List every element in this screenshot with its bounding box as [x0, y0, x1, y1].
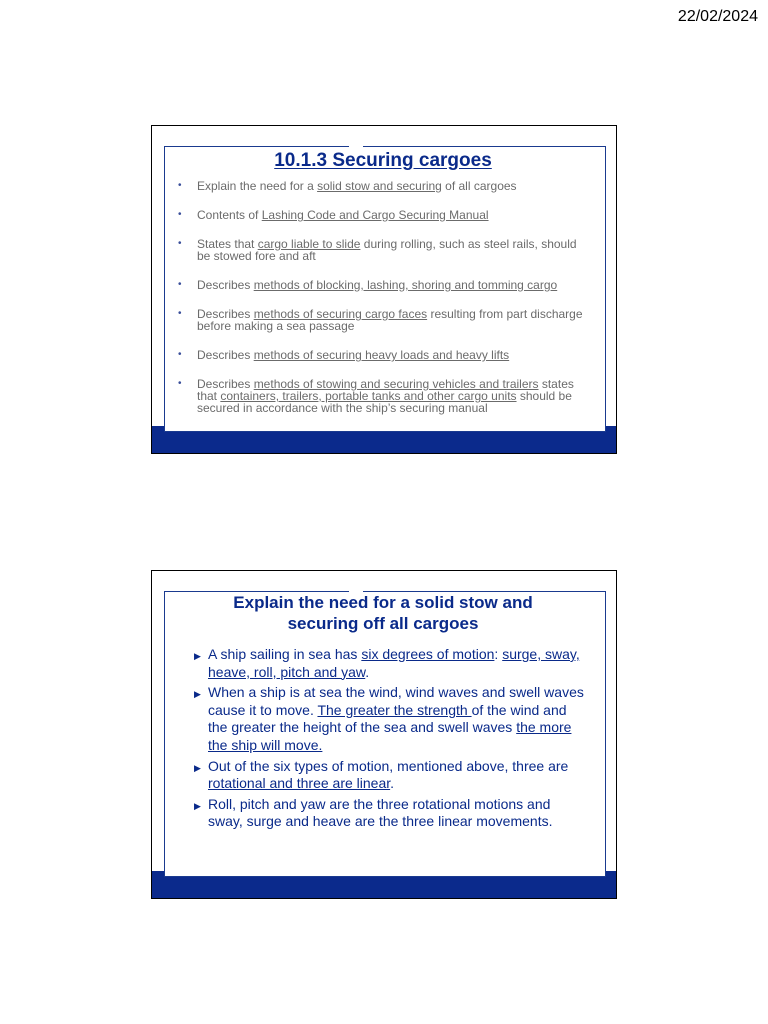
underlined-phrase: cargo liable to slide	[257, 237, 361, 251]
list-item: • Describes methods of blocking, lashing, shoring and tomming cargo	[178, 279, 588, 291]
underlined-phrase: methods of securing heavy loads and heavy lifts	[253, 348, 510, 362]
list-item: ▶ When a ship is at sea the wind, wind waves and swell waves cause it to move. The greater the strength of the wind and the greater the height of the sea and swell waves the more the ship will move.	[194, 684, 584, 754]
slide-2-title-line-2: securing off all cargoes	[287, 614, 479, 633]
list-item: • Describes methods of securing cargo faces resulting from part discharge before making a sea passage	[178, 308, 588, 332]
slide-2-bullet-list	[194, 646, 584, 834]
list-item: ▶ A ship sailing in sea has six degrees of motion: surge, sway, heave, roll, pitch and yaw.	[194, 646, 584, 681]
underlined-phrase: methods of securing cargo faces	[253, 307, 428, 321]
page-date: 22/02/2024	[677, 8, 758, 25]
underlined-phrase: methods of stowing and securing vehicles and trailers	[253, 377, 539, 391]
list-item: • Explain the need for a solid stow and securing of all cargoes	[178, 180, 588, 192]
underlined-phrase: rotational and three are linear	[208, 775, 391, 792]
underlined-phrase: six degrees of motion	[361, 646, 495, 662]
list-item: • Contents of Lashing Code and Cargo Securing Manual	[178, 209, 588, 221]
list-item: ▶ Out of the six types of motion, mentioned above, three are rotational and three are linear.	[194, 758, 584, 793]
slide-2-title	[151, 592, 615, 634]
underlined-phrase: surge, sway, heave, roll, pitch and yaw	[208, 646, 580, 680]
list-item: • States that cargo liable to slide during rolling, such as steel rails, should be stowed fore and aft	[178, 238, 588, 262]
slide-1-bullet-list	[178, 180, 588, 431]
list-item: • Describes methods of securing heavy loads and heavy lifts	[178, 349, 588, 361]
underlined-phrase: methods of blocking, lashing, shoring and tomming cargo	[253, 278, 558, 292]
underlined-phrase: solid stow and securing	[317, 179, 442, 193]
underlined-phrase: Lashing Code and Cargo Securing Manual	[261, 208, 489, 222]
slide-2-title-line-1: Explain the need for a solid stow and	[233, 593, 533, 612]
underlined-phrase: containers, trailers, portable tanks and other cargo units	[220, 389, 517, 403]
list-item: ▶ Roll, pitch and yaw are the three rotational motions and sway, surge and heave are the three linear movements.	[194, 796, 584, 831]
underlined-phrase: The greater the strength	[317, 701, 472, 718]
underlined-phrase: the more the ship will move.	[208, 719, 572, 753]
frame-gap	[349, 143, 363, 149]
list-item: • Describes methods of stowing and securing vehicles and trailers states that containers, trailers, portable tanks and other cargo units should be secured in accordance with the ship’s securing manual	[178, 378, 588, 414]
slide-1-title: 10.1.3 Securing cargoes	[274, 150, 492, 171]
